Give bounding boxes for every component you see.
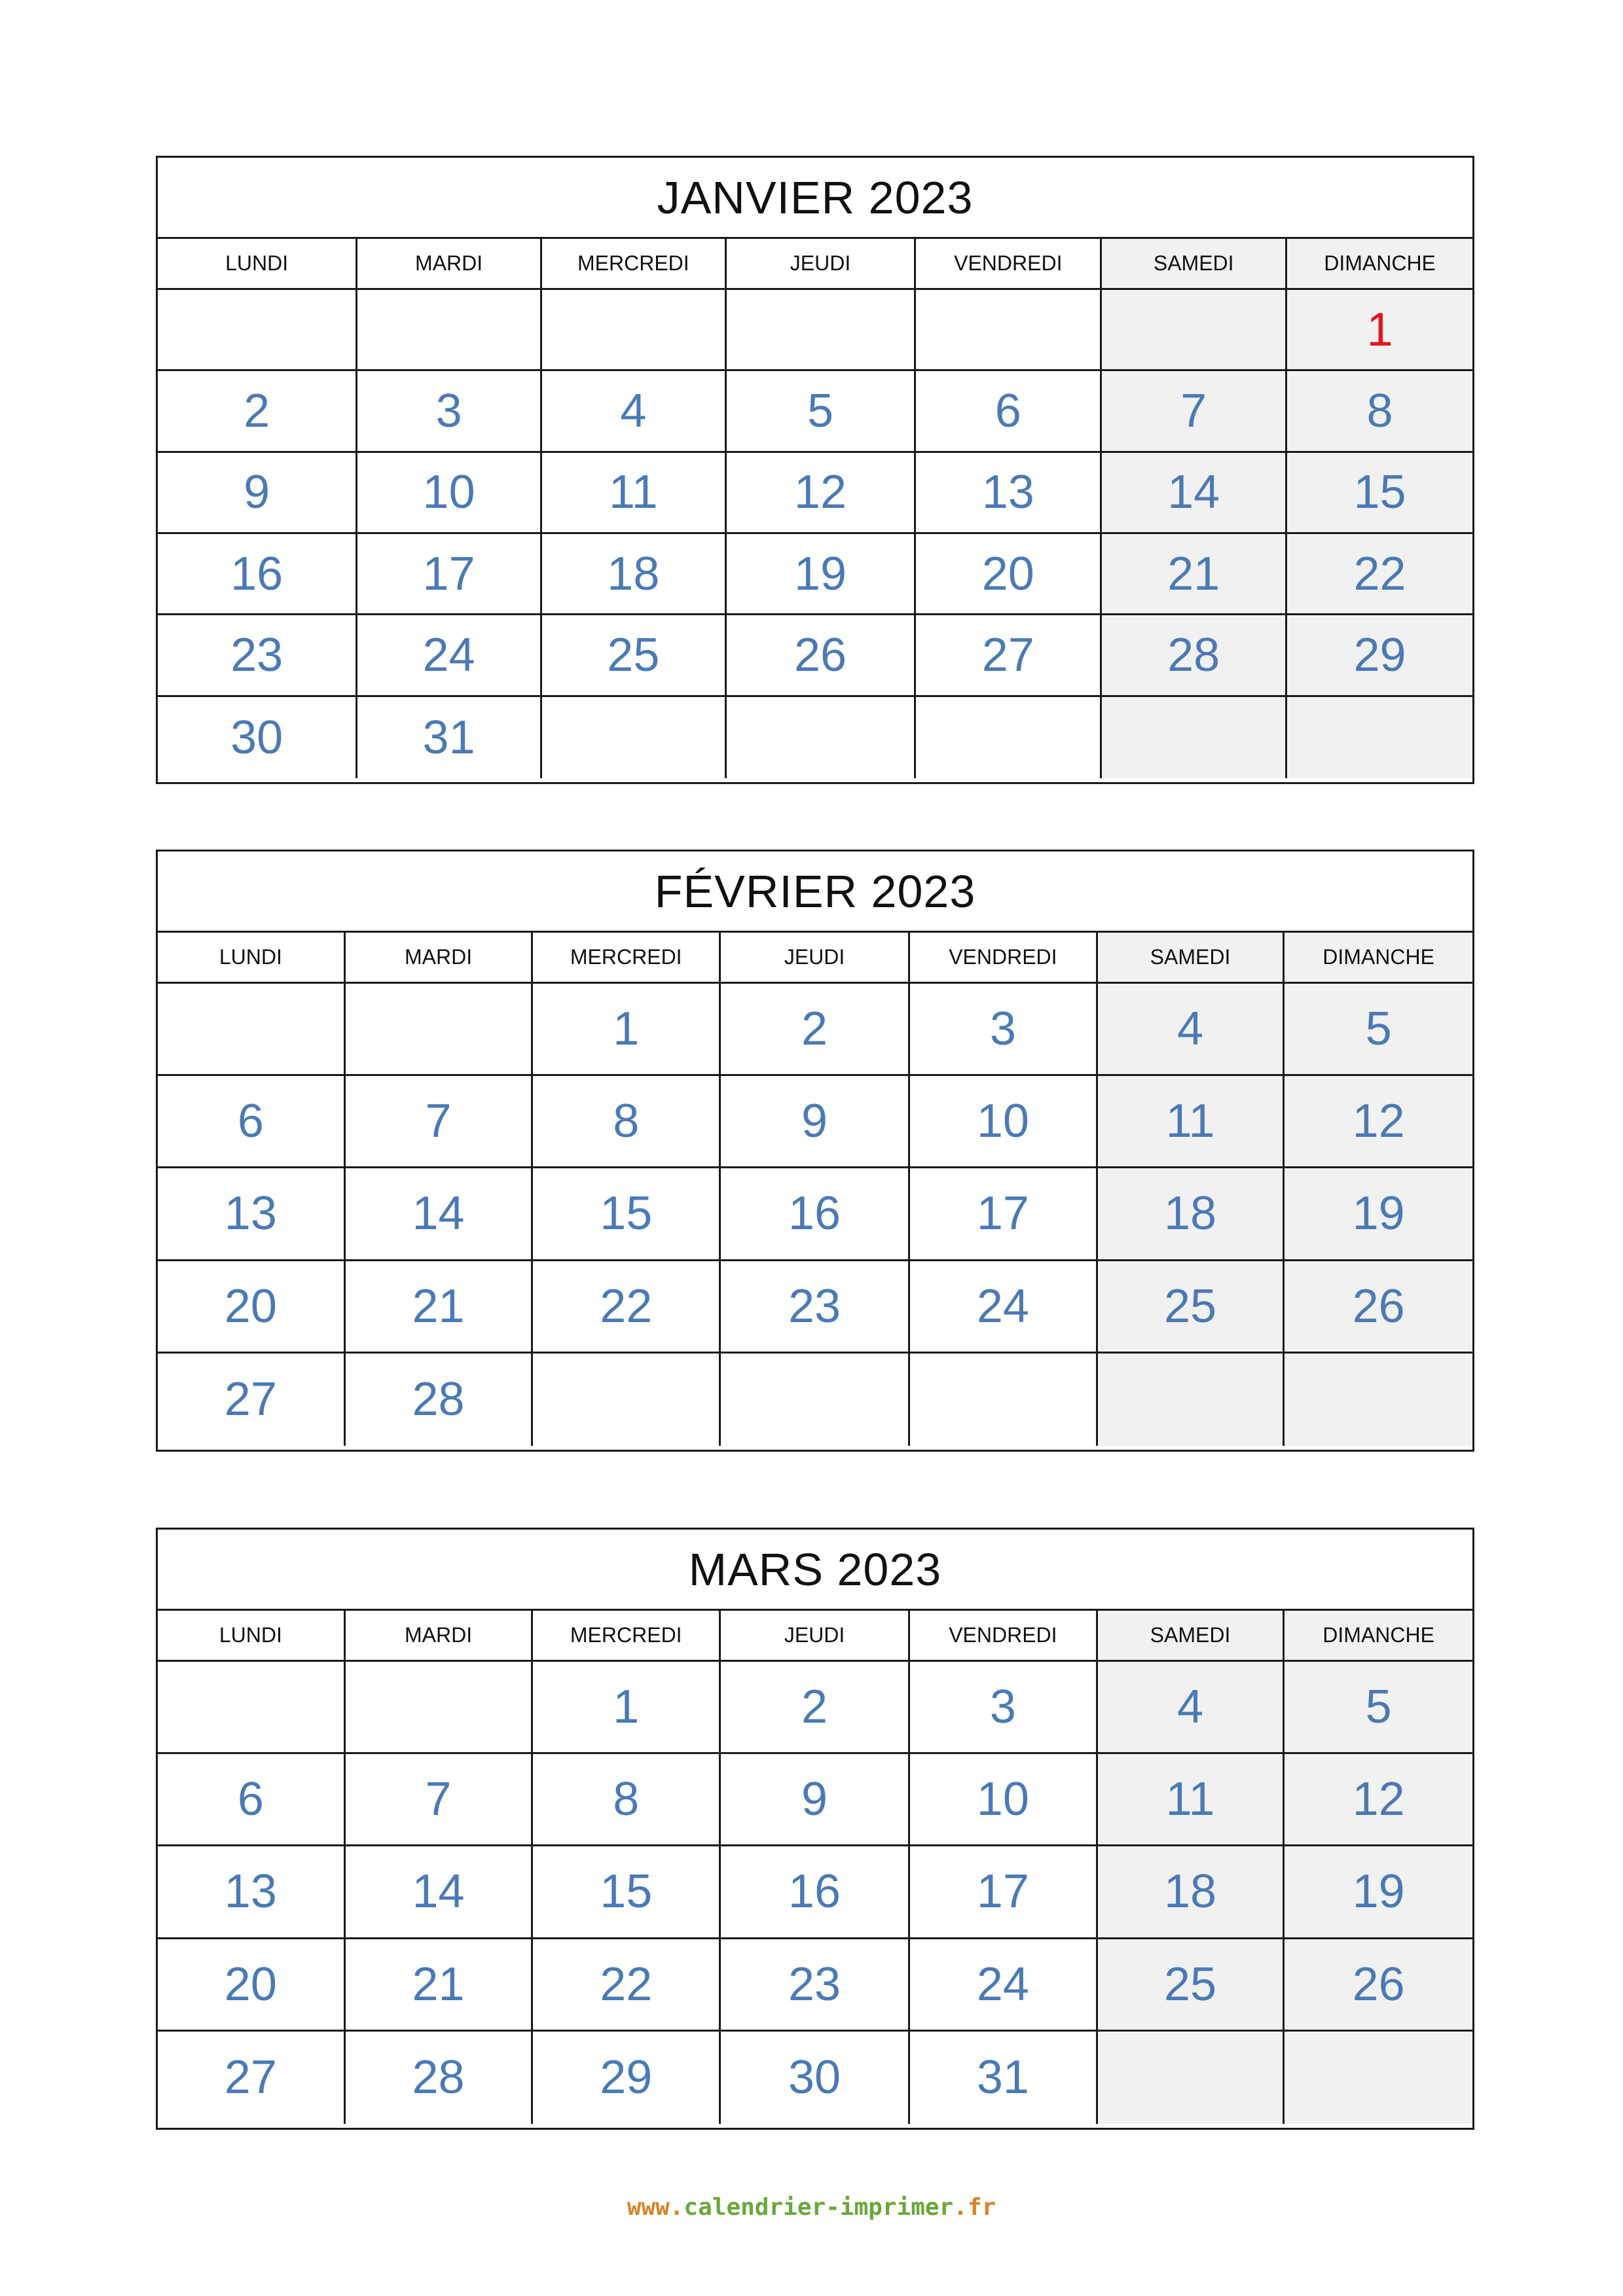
day-cell: 17 [910, 1168, 1098, 1261]
weekday-header-mardi: MARDI [357, 239, 542, 288]
weekday-header-mercredi: MERCREDI [533, 933, 721, 982]
weeks-grid [158, 1662, 1472, 2124]
day-cell: 24 [910, 1261, 1098, 1354]
day-cell: 18 [542, 534, 727, 615]
day-cell: 5 [727, 371, 917, 452]
day-cell: 13 [158, 1846, 346, 1939]
weekday-header-vendredi: VENDREDI [910, 1611, 1098, 1660]
weekday-header-vendredi: VENDREDI [916, 239, 1102, 288]
month-title: JANVIER 2023 [158, 158, 1472, 239]
day-cell: 14 [346, 1168, 534, 1261]
empty-day-cell [727, 290, 917, 371]
day-cell: 25 [542, 615, 727, 696]
day-cell: 6 [158, 1076, 346, 1168]
weekday-header-samedi: SAMEDI [1098, 933, 1285, 982]
weekday-header-dimanche: DIMANCHE [1285, 1611, 1472, 1660]
day-cell: 24 [357, 615, 542, 696]
day-cell: 6 [916, 371, 1102, 452]
day-cell: 23 [158, 615, 357, 696]
day-cell: 10 [357, 453, 542, 534]
day-cell: 31 [357, 697, 542, 778]
day-cell: 16 [721, 1168, 910, 1261]
weekday-header-lundi: LUNDI [158, 239, 357, 288]
empty-day-cell [1285, 1354, 1472, 1446]
empty-day-cell [542, 697, 727, 778]
month-calendar-february [156, 850, 1474, 1452]
weeks-grid [158, 290, 1472, 778]
day-cell: 28 [346, 2032, 534, 2124]
weekday-header-jeudi: JEUDI [727, 239, 917, 288]
day-cell: 16 [721, 1846, 910, 1939]
weekday-header-mercredi: MERCREDI [533, 1611, 721, 1660]
footer-website[interactable] [0, 2194, 1623, 2221]
day-cell: 18 [1098, 1846, 1285, 1939]
day-cell: 20 [916, 534, 1102, 615]
day-cell: 22 [533, 1261, 721, 1354]
weekday-header-samedi: SAMEDI [1098, 1611, 1285, 1660]
day-cell: 30 [721, 2032, 910, 2124]
footer-suffix: .fr [953, 2194, 996, 2221]
empty-day-cell [916, 697, 1102, 778]
weekday-header-jeudi: JEUDI [721, 933, 910, 982]
empty-day-cell [727, 697, 917, 778]
day-cell: 28 [346, 1354, 534, 1446]
day-cell: 12 [1285, 1754, 1472, 1846]
day-cell: 9 [721, 1076, 910, 1168]
day-cell: 5 [1285, 984, 1472, 1076]
day-cell: 11 [542, 453, 727, 534]
weekday-header-dimanche: DIMANCHE [1287, 239, 1472, 288]
day-cell: 7 [346, 1076, 534, 1168]
empty-day-cell [346, 1662, 534, 1754]
weekday-header-row [158, 1611, 1472, 1662]
day-cell: 27 [158, 2032, 346, 2124]
day-cell: 26 [1285, 1261, 1472, 1354]
day-cell: 20 [158, 1261, 346, 1354]
month-calendar-march [156, 1528, 1474, 2130]
day-cell: 29 [533, 2032, 721, 2124]
month-title: MARS 2023 [158, 1530, 1472, 1611]
weekday-header-mardi: MARDI [346, 1611, 534, 1660]
day-cell: 14 [1102, 453, 1287, 534]
day-cell: 15 [1287, 453, 1472, 534]
day-cell: 19 [727, 534, 917, 615]
day-cell: 12 [727, 453, 917, 534]
empty-day-cell [346, 984, 534, 1076]
weekday-header-samedi: SAMEDI [1102, 239, 1287, 288]
empty-day-cell [1098, 1354, 1285, 1446]
day-cell: 23 [721, 1939, 910, 2032]
day-cell: 7 [1102, 371, 1287, 452]
day-cell: 19 [1285, 1168, 1472, 1261]
day-cell: 28 [1102, 615, 1287, 696]
empty-day-cell [542, 290, 727, 371]
month-calendar-january [156, 156, 1474, 784]
day-cell: 27 [916, 615, 1102, 696]
empty-day-cell [910, 1354, 1098, 1446]
day-cell: 12 [1285, 1076, 1472, 1168]
day-cell: 25 [1098, 1261, 1285, 1354]
day-cell: 4 [542, 371, 727, 452]
day-cell: 6 [158, 1754, 346, 1846]
empty-day-cell [1287, 697, 1472, 778]
day-cell: 2 [158, 371, 357, 452]
day-cell: 19 [1285, 1846, 1472, 1939]
empty-day-cell [158, 290, 357, 371]
weekday-header-row [158, 239, 1472, 290]
day-cell: 1 [533, 984, 721, 1076]
empty-day-cell [158, 984, 346, 1076]
day-cell: 5 [1285, 1662, 1472, 1754]
empty-day-cell [1098, 2032, 1285, 2124]
day-cell: 2 [721, 984, 910, 1076]
day-cell: 10 [910, 1754, 1098, 1846]
empty-day-cell [1102, 697, 1287, 778]
footer-domain: calendrier-imprimer [684, 2194, 954, 2221]
day-cell: 25 [1098, 1939, 1285, 2032]
day-cell: 13 [916, 453, 1102, 534]
day-cell: 21 [1102, 534, 1287, 615]
weekday-header-mardi: MARDI [346, 933, 534, 982]
day-cell: 8 [533, 1076, 721, 1168]
day-cell: 21 [346, 1261, 534, 1354]
empty-day-cell [916, 290, 1102, 371]
day-cell: 9 [158, 453, 357, 534]
day-cell: 13 [158, 1168, 346, 1261]
footer-prefix: www. [627, 2194, 684, 2221]
empty-day-cell [357, 290, 542, 371]
day-cell: 11 [1098, 1754, 1285, 1846]
day-cell: 17 [910, 1846, 1098, 1939]
day-cell: 24 [910, 1939, 1098, 2032]
empty-day-cell [721, 1354, 910, 1446]
day-cell: 26 [1285, 1939, 1472, 2032]
day-cell: 3 [910, 1662, 1098, 1754]
month-title: FÉVRIER 2023 [158, 852, 1472, 933]
weekday-header-dimanche: DIMANCHE [1285, 933, 1472, 982]
weekday-header-jeudi: JEUDI [721, 1611, 910, 1660]
empty-day-cell [1285, 2032, 1472, 2124]
weekday-header-mercredi: MERCREDI [542, 239, 727, 288]
day-cell: 22 [533, 1939, 721, 2032]
day-cell: 2 [721, 1662, 910, 1754]
day-cell: 30 [158, 697, 357, 778]
day-cell: 26 [727, 615, 917, 696]
day-cell: 10 [910, 1076, 1098, 1168]
day-cell: 15 [533, 1846, 721, 1939]
day-cell: 15 [533, 1168, 721, 1261]
day-cell: 3 [357, 371, 542, 452]
empty-day-cell [533, 1354, 721, 1446]
empty-day-cell [158, 1662, 346, 1754]
day-cell: 23 [721, 1261, 910, 1354]
day-cell: 21 [346, 1939, 534, 2032]
day-cell: 8 [533, 1754, 721, 1846]
day-cell: 29 [1287, 615, 1472, 696]
day-cell: 31 [910, 2032, 1098, 2124]
day-cell: 14 [346, 1846, 534, 1939]
day-cell: 27 [158, 1354, 346, 1446]
day-cell: 4 [1098, 1662, 1285, 1754]
day-cell: 11 [1098, 1076, 1285, 1168]
weekday-header-lundi: LUNDI [158, 933, 346, 982]
empty-day-cell [1102, 290, 1287, 371]
day-cell: 18 [1098, 1168, 1285, 1261]
day-cell: 4 [1098, 984, 1285, 1076]
weeks-grid [158, 984, 1472, 1446]
day-cell: 7 [346, 1754, 534, 1846]
day-cell: 1 [1287, 290, 1472, 371]
weekday-header-lundi: LUNDI [158, 1611, 346, 1660]
day-cell: 8 [1287, 371, 1472, 452]
day-cell: 16 [158, 534, 357, 615]
day-cell: 3 [910, 984, 1098, 1076]
day-cell: 9 [721, 1754, 910, 1846]
day-cell: 1 [533, 1662, 721, 1754]
day-cell: 22 [1287, 534, 1472, 615]
day-cell: 20 [158, 1939, 346, 2032]
weekday-header-vendredi: VENDREDI [910, 933, 1098, 982]
weekday-header-row [158, 933, 1472, 984]
day-cell: 17 [357, 534, 542, 615]
